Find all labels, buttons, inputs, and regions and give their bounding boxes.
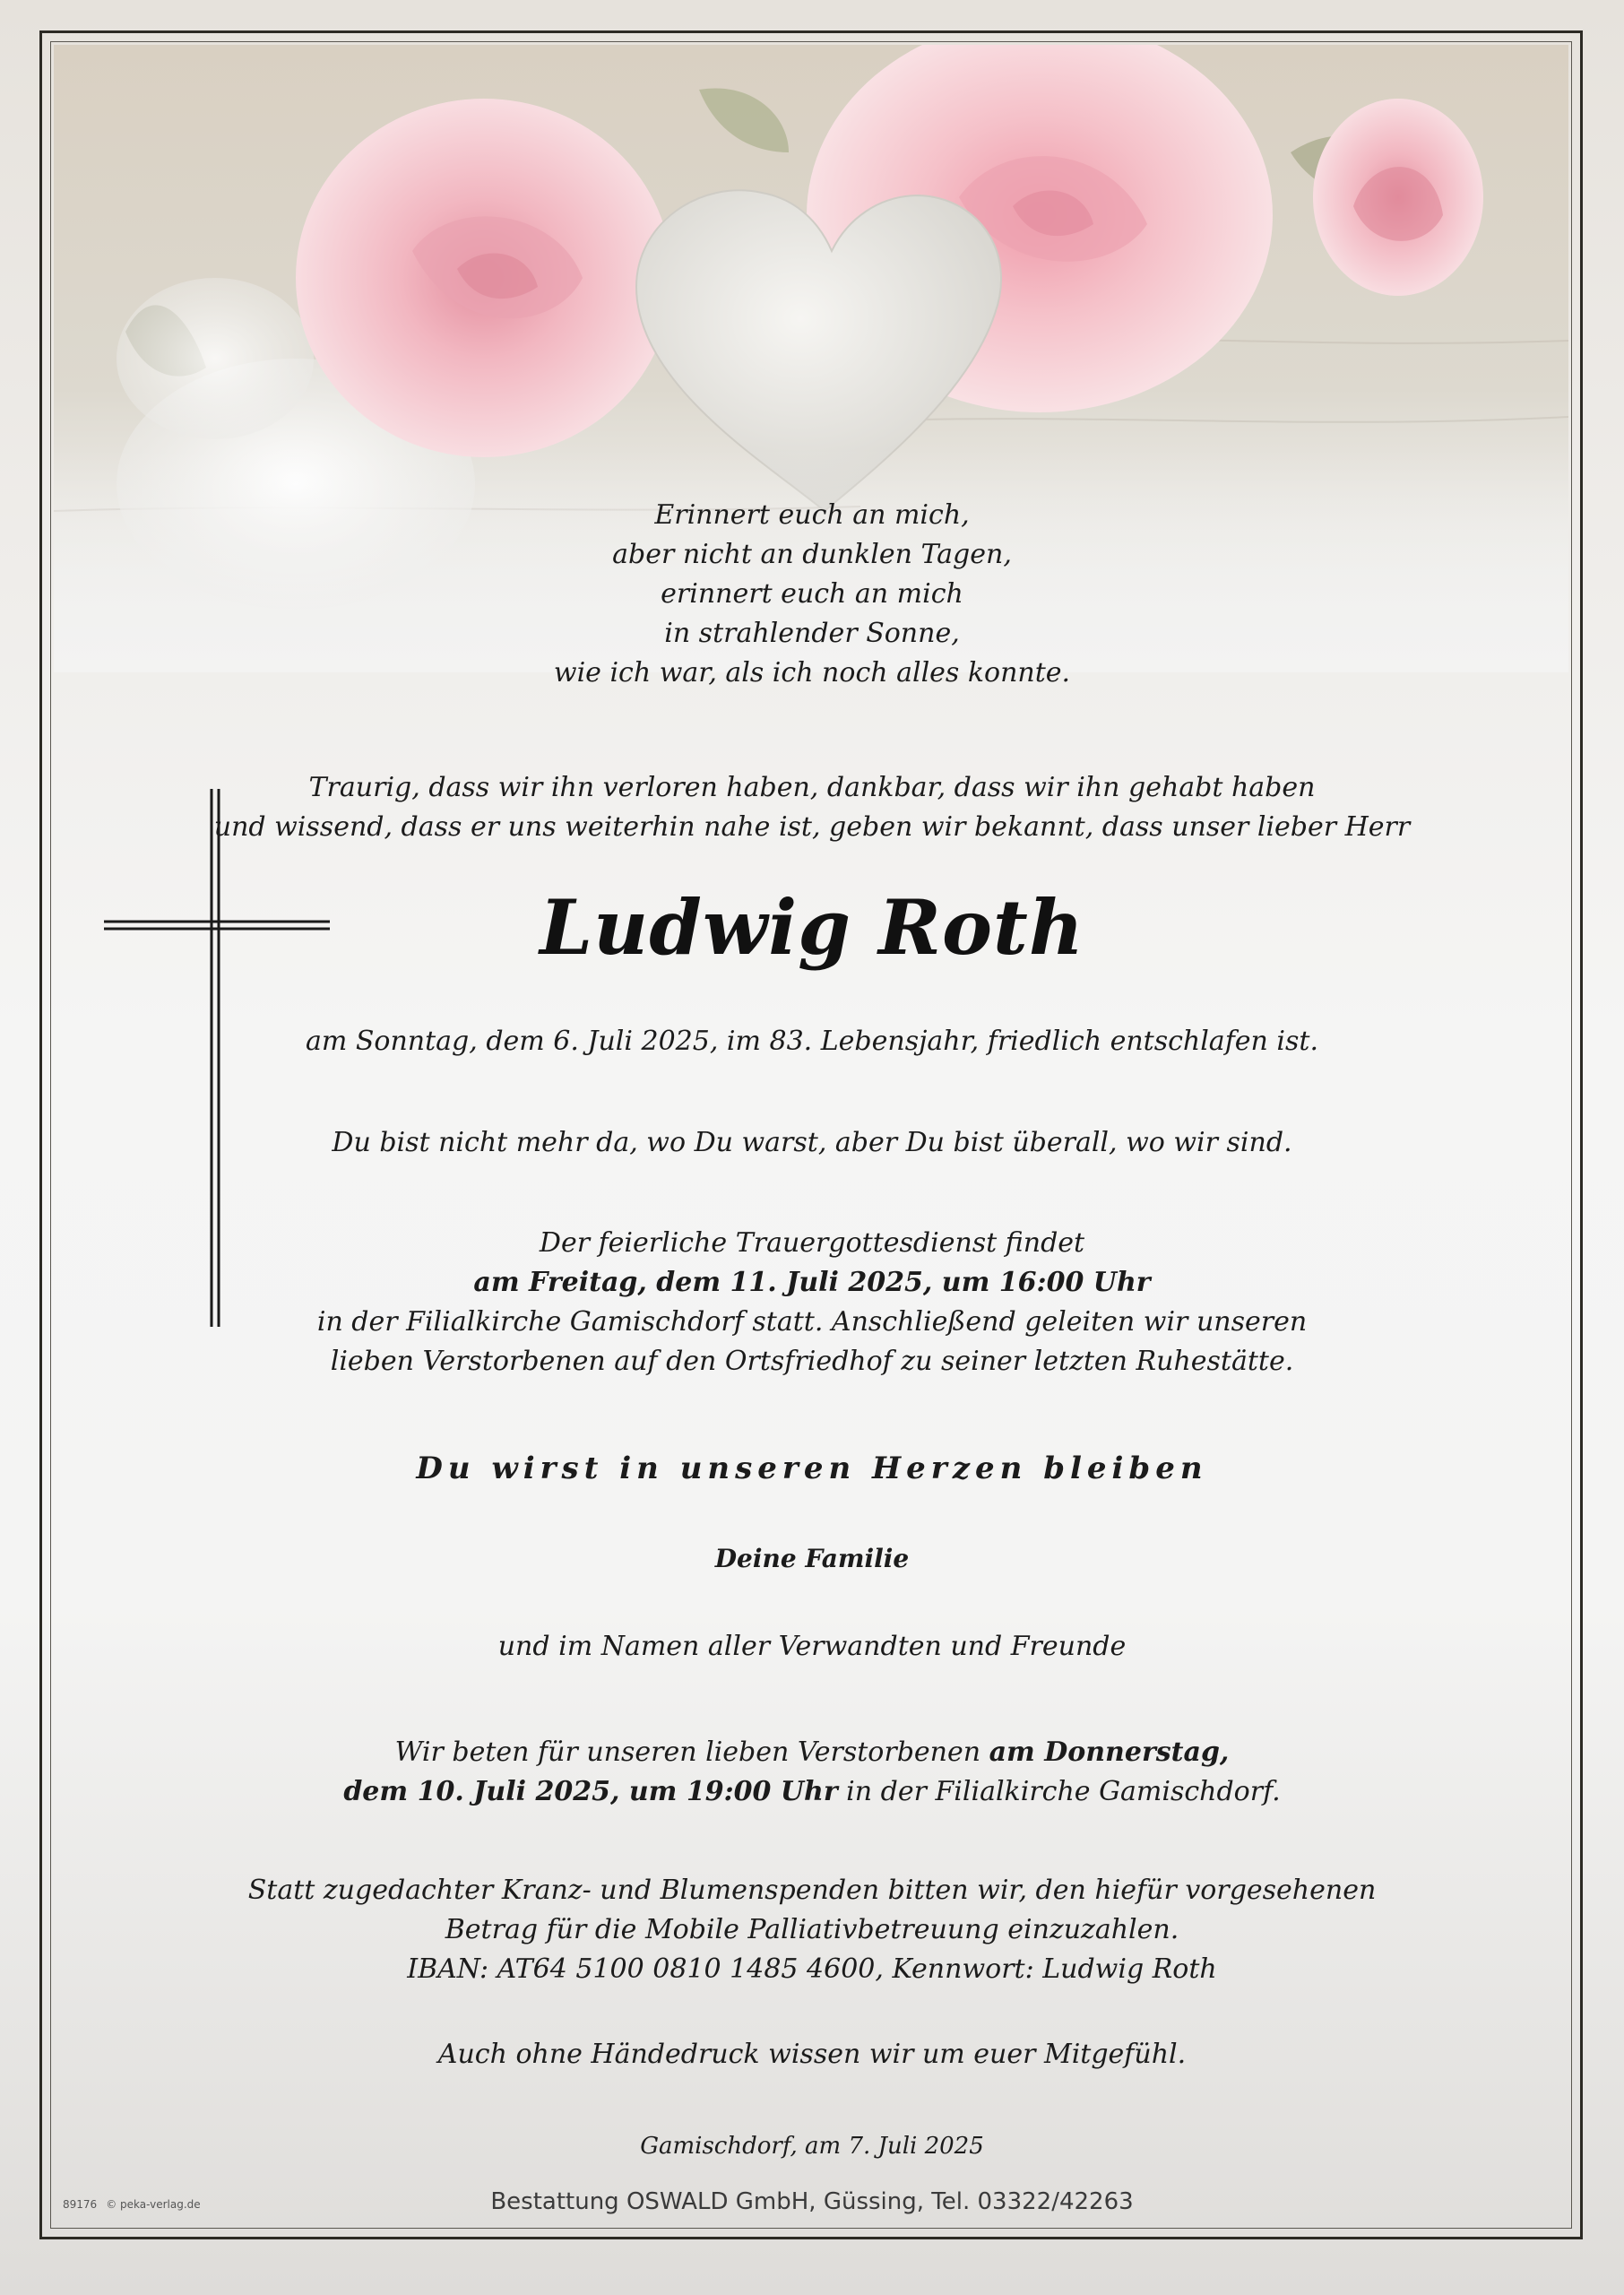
family-signature: Deine Familie xyxy=(714,1544,910,1573)
donation-line: Statt zugedachter Kranz- und Blumenspenden bitten wir, den hiefür vorgesehenen xyxy=(247,1875,1377,1906)
prayer-text: Wir beten für unseren lieben Verstorbenen xyxy=(394,1736,989,1768)
intro-text xyxy=(161,768,1463,847)
poem-line: wie ich war, als ich noch alles konnte. xyxy=(553,657,1071,688)
funeral-home: Bestattung OSWALD GmbH, Güssing, Tel. 03322/42263 xyxy=(490,2188,1134,2215)
donation-iban: IBAN: AT64 5100 0810 1485 4600, Kennwort: Ludwig Roth xyxy=(407,1953,1217,1985)
service-line: lieben Verstorbenen auf den Ortsfriedhof zu seiner letzten Ruhestätte. xyxy=(330,1346,1294,1377)
prayer-time-bold: dem 10. Juli 2025, um 19:00 Uhr xyxy=(343,1776,838,1807)
deceased-name: Ludwig Roth xyxy=(540,883,1084,972)
poem-line: in strahlender Sonne, xyxy=(664,618,960,649)
poem-line: erinnert euch an mich xyxy=(661,578,963,610)
prayer-line-2 xyxy=(161,1772,1463,1812)
service-date-bold: am Freitag, dem 11. Juli 2025, um 16:00 Uhr xyxy=(473,1267,1151,1298)
place-date: Gamischdorf, am 7. Juli 2025 xyxy=(640,2133,984,2160)
service-info xyxy=(161,1224,1463,1381)
poem-line: Erinnert euch an mich, xyxy=(654,499,970,531)
service-date xyxy=(161,1263,1463,1303)
prayer-place: in der Filialkirche Gamischdorf. xyxy=(837,1776,1281,1807)
service-line: Der feierliche Trauergottesdienst findet xyxy=(539,1227,1085,1259)
prayer-info xyxy=(161,1733,1463,1812)
template-code xyxy=(63,2198,210,2211)
template-number: 89176 xyxy=(63,2198,98,2211)
donation-info xyxy=(161,1871,1463,1989)
prayer-date-bold: am Donnerstag, xyxy=(989,1736,1230,1768)
relatives-line: und im Namen aller Verwandten und Freunde xyxy=(497,1631,1127,1662)
donation-line: Betrag für die Mobile Palliativbetreuung einzuzahlen. xyxy=(445,1914,1179,1945)
intro-line: Traurig, dass wir ihn verloren haben, dankbar, dass wir ihn gehabt haben xyxy=(308,772,1316,803)
poem-line: aber nicht an dunklen Tagen, xyxy=(612,539,1012,570)
poem xyxy=(161,496,1463,693)
intro-line: und wissend, dass er uns weiterhin nahe ist, geben wir bekannt, dass unser lieber Herr xyxy=(213,811,1411,843)
service-line: in der Filialkirche Gamischdorf statt. Anschließend geleiten wir unseren xyxy=(316,1306,1308,1338)
death-notice: am Sonntag, dem 6. Juli 2025, im 83. Lebensjahr, friedlich entschlafen ist. xyxy=(305,1026,1318,1057)
prayer-line-1 xyxy=(161,1733,1463,1772)
quote: Du bist nicht mehr da, wo Du warst, aber Du bist überall, wo wir sind. xyxy=(332,1127,1292,1158)
heart-line: Du wirst in unseren Herzen bleiben xyxy=(416,1451,1208,1486)
publisher-credit: © peka-verlag.de xyxy=(106,2198,201,2211)
thanks-line: Auch ohne Händedruck wissen wir um euer Mitgefühl. xyxy=(437,2039,1187,2070)
